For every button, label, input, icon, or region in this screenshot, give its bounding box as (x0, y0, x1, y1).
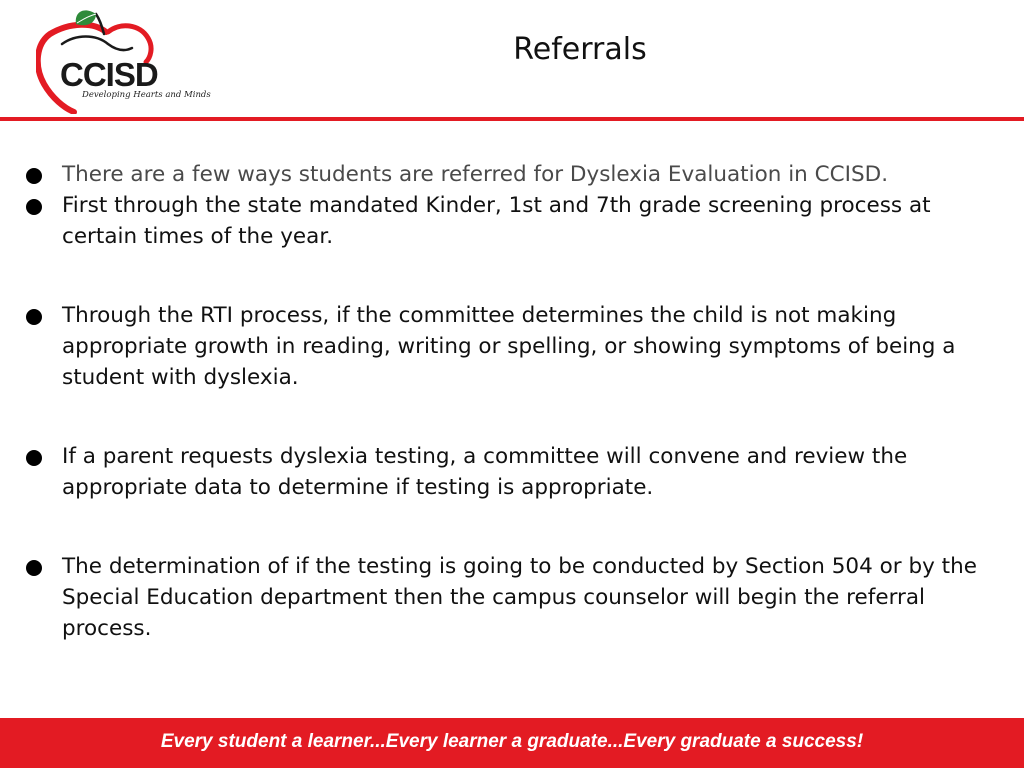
page-title: Referrals (513, 32, 647, 67)
bullet-icon (26, 168, 42, 184)
list-item (26, 551, 1006, 644)
bullet-text: The determination of if the testing is going to be conducted by Section 504 or by the Special Education department then the campus counselor will begin the referral process. (62, 554, 977, 641)
header-divider (0, 117, 1024, 121)
logo-tagline: Developing Hearts and Minds (82, 90, 211, 100)
list-item (26, 300, 1006, 393)
bullet-text: Through the RTI process, if the committee determines the child is not making appropriate growth in reading, writing or spelling, or showing symptoms of being a student with dyslexia. (62, 303, 956, 390)
bullet-icon (26, 309, 42, 325)
list-item (26, 159, 1006, 190)
bullet-text: There are a few ways students are referred for Dyslexia Evaluation in CCISD. (62, 162, 889, 187)
list-item (26, 441, 1006, 503)
bullet-icon (26, 450, 42, 466)
footer-banner (0, 718, 1024, 768)
list-item (26, 190, 1006, 252)
footer-motto: Every student a learner...Every learner a graduate...Every graduate a success! (160, 731, 864, 752)
bullet-text: First through the state mandated Kinder, 1st and 7th grade screening process at certain times of the year. (62, 193, 931, 249)
bullet-text: If a parent requests dyslexia testing, a committee will convene and review the appropriate data to determine if testing is appropriate. (62, 444, 908, 500)
bullet-icon (26, 199, 42, 215)
bullet-icon (26, 560, 42, 576)
logo-wordmark: CCISD (60, 56, 158, 93)
bullet-list (26, 159, 1006, 644)
